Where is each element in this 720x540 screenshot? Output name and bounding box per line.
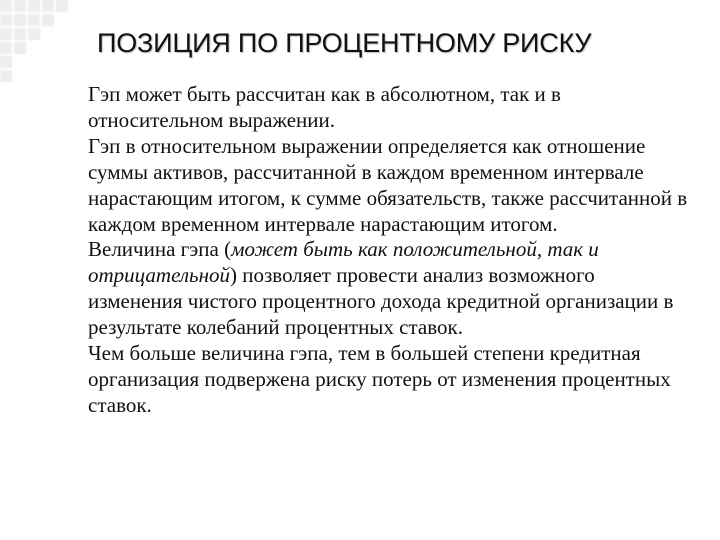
paragraph-gap-value-analysis xyxy=(88,237,688,341)
paragraph-gap-risk-exposure: Чем больше величина гэпа, тем в большей степени кредитная организация подвержена риску потерь от изменения процентных ставок. xyxy=(88,341,671,417)
paragraph-gap-relative-definition: Гэп в относительном выражении определяется как отношение суммы активов, рассчитанной в каждом временном интервале нарастающим итогом, к сумме обязательств, также рассчитанной в каждом временном интервале нарастающим итогом. xyxy=(88,133,688,236)
slide-body xyxy=(88,82,688,419)
paragraph-gap-value-end: ) позволяет провести анализ возможного изменения чистого процентного дохода кредитной организации в результате колебаний процентных ставок. xyxy=(88,263,674,340)
paragraph-gap-value-start: Величина гэпа ( xyxy=(88,237,232,262)
corner-grid-decoration xyxy=(0,0,78,88)
slide-title: ПОЗИЦИЯ ПО ПРОЦЕНТНОМУ РИСКУ xyxy=(97,28,592,58)
paragraph-gap-value-italic: может быть как положительной, так и отрицательной xyxy=(88,237,599,288)
paragraph-gap-calculation: Гэп может быть рассчитан как в абсолютном, так и в относительном выражении. xyxy=(88,82,561,132)
